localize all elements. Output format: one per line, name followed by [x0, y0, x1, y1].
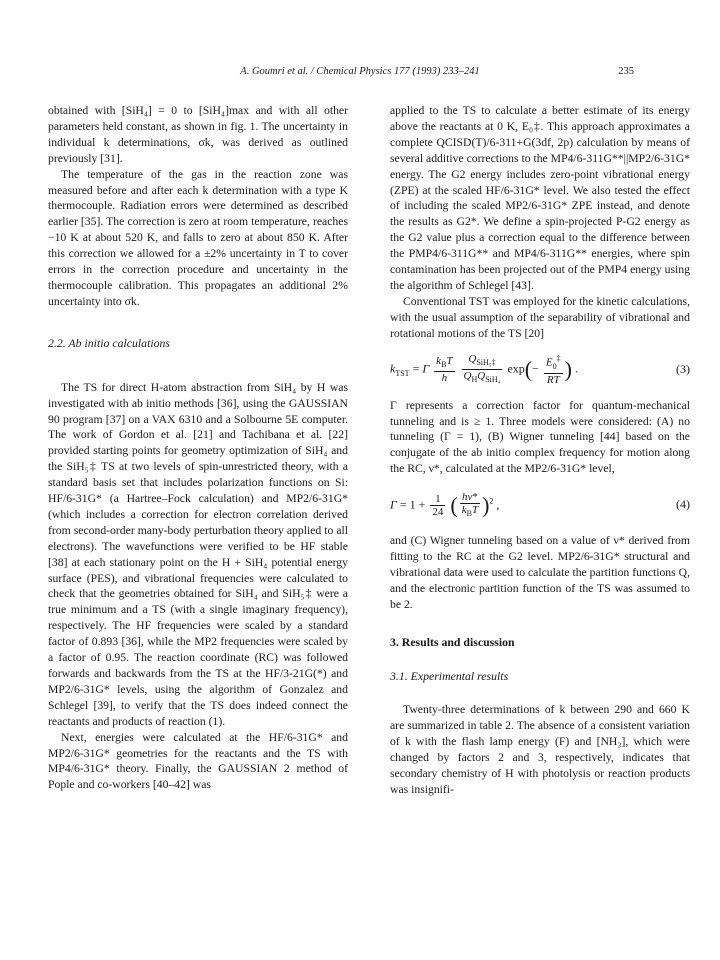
paragraph: applied to the TS to calculate a better estimate of its energy above the reactants at 0 K, E₀‡. This approach approximates a complete QCISD(T)/6-311+G(3df, 2p) calculation by means of several additive corrections to the MP4/6-311G**||MP2/6-31G* energy. The G2 energy includes zero-point vibrational energy (ZPE) at the scaled HF/6-31G* level. We also tested the effect of including the scaled MP2/6-31G* ZPE instead, and denote the results as G2*. We define a spin-projected P-G2 energy as the G2 value plus a correction equal to the difference between the PMP4/6-311G** and MP4/6-311G** energies, where spin contamination has been projected out of the PMP4 energy using the algorithm of Schlegel [43].: [390, 104, 690, 292]
paragraph: The temperature of the gas in the reaction zone was measured before and after each k determination with a type K thermocouple. Radiation errors were determined as described earlier [35]. The correction is zero at room temperature, reaches −10 K at about 520 K, and falls to zero at about 850 K. After this correction we allowed for a ±2% uncertainty in T to cover errors in the correction procedure and uncertainty in the thermocouple calibration. This propagates an additional 2% uncertainty into σk.: [48, 167, 348, 308]
equation-4-number: (4): [676, 497, 690, 512]
equation-3: [390, 353, 690, 387]
paragraph: Next, energies were calculated at the HF/6-31G* and MP2/6-31G* geometries for the reactants and the TS with MP4/6-31G* theory. Finally, the GAUSSIAN 2 method of Pople and co-workers [40–42] was: [48, 730, 348, 792]
section-heading-2-2: 2.2. Ab initio calculations: [48, 335, 171, 350]
equation-4-body: Γ = 1 + $\frac{1}{24}$ ( $\frac{h\nu*}{k_BT}$ )$^2$ ,: [390, 490, 500, 518]
paragraph: Γ represents a correction factor for quantum-mechanical tunneling and is ≥ 1. Three models were considered: (A) no tunneling (Γ = 1), (B) Wigner tunneling [44] based on the conjugate of the ab initio complex frequency for motion along the RC, ν*, calculated at the MP2/6-31G* level,: [390, 398, 690, 476]
paragraph: The TS for direct H-atom abstraction from SiH₄ by H was investigated with ab initio methods [36], using the GAUSSIAN 90 program [37] on a VAX 6310 and a Solbourne 5E computer. The work of Gordon et al. [21] and Tachibana et al. [22] provided starting points for geometry optimization of SiH₄ and the SiH₅‡ TS at two levels of spin-unrestricted theory, with a standard basis set that includes polarization functions on Si: HF/6-31G* (a Hartree–Fock calculation) and MP2/6-31G* (which includes a correction for electron correlation derived from second-order many-body perturbation theory applied to all electrons). The wavefunctions were verified to be HF stable [38] at each stationary point on the H + SiH₄ potential energy surface (PES), and vibrational frequencies were calculated to check that the geometries obtained for SiH₄ and SiH₅‡ were a true minimum and a TS (with a single imaginary frequency), respectively. The HF frequencies were scaled by a standard factor of 0.893 [36], while the MP2 frequencies were scaled by a factor of 0.95. The reaction coordinate (RC) was followed forwards and backwards from the TS at the HF/3-21G(*) and MP2/6-31G* levels, using the algorithm of Gonzalez and Schlegel [39], to verify that the TS does indeed connect the reactants and products of reaction (1).: [48, 380, 348, 728]
page-header: [0, 66, 720, 82]
equation-4: [390, 488, 690, 522]
section-heading-3: 3. Results and discussion: [390, 634, 515, 649]
running-title: A. Goumri et al. / Chemical Physics 177 (1993) 233–241: [240, 66, 480, 77]
left-column: [48, 103, 348, 793]
equation-3-body: $k_{TST} = \Gamma$ $\frac{k_BT}{h}$ $\frac{Q_{SiH_5\ddagger}}{Q_HQ_{SiH_4}}$ exp(− $\frac{E_0^\ddagger}{RT}$ ) .: [390, 352, 578, 387]
equation-3-number: (3): [676, 361, 690, 376]
paragraph: obtained with [SiH₄] = 0 to [SiH₄]max and with all other parameters held constant, as shown in fig. 1. The uncertainty in individual k determinations, σk, was derived as outlined previously [31].: [48, 104, 348, 165]
section-heading-3-1: 3.1. Experimental results: [390, 668, 509, 683]
paragraph: Conventional TST was employed for the kinetic calculations, with the usual assumption of the separability of vibrational and rotational motions of the TS [20]: [390, 294, 690, 340]
page-number: 235: [618, 66, 634, 77]
paragraph: and (C) Wigner tunneling based on a value of ν* derived from fitting to the RC at the G2 level. MP2/6-31G* structural and vibrational data were used to calculate the partition functions Q, and the electronic partition function of the TS was assumed to be 2.: [390, 534, 690, 611]
paragraph: Twenty-three determinations of k between 290 and 660 K are summarized in table 2. The absence of a consistent variation of k with the flash lamp energy (F) and [NH₃], which were changed by factors 2 and 3, respectively, indicates that secondary chemistry of H with photolysis or reaction products was insignifi-: [390, 703, 690, 796]
right-column: [390, 103, 690, 798]
